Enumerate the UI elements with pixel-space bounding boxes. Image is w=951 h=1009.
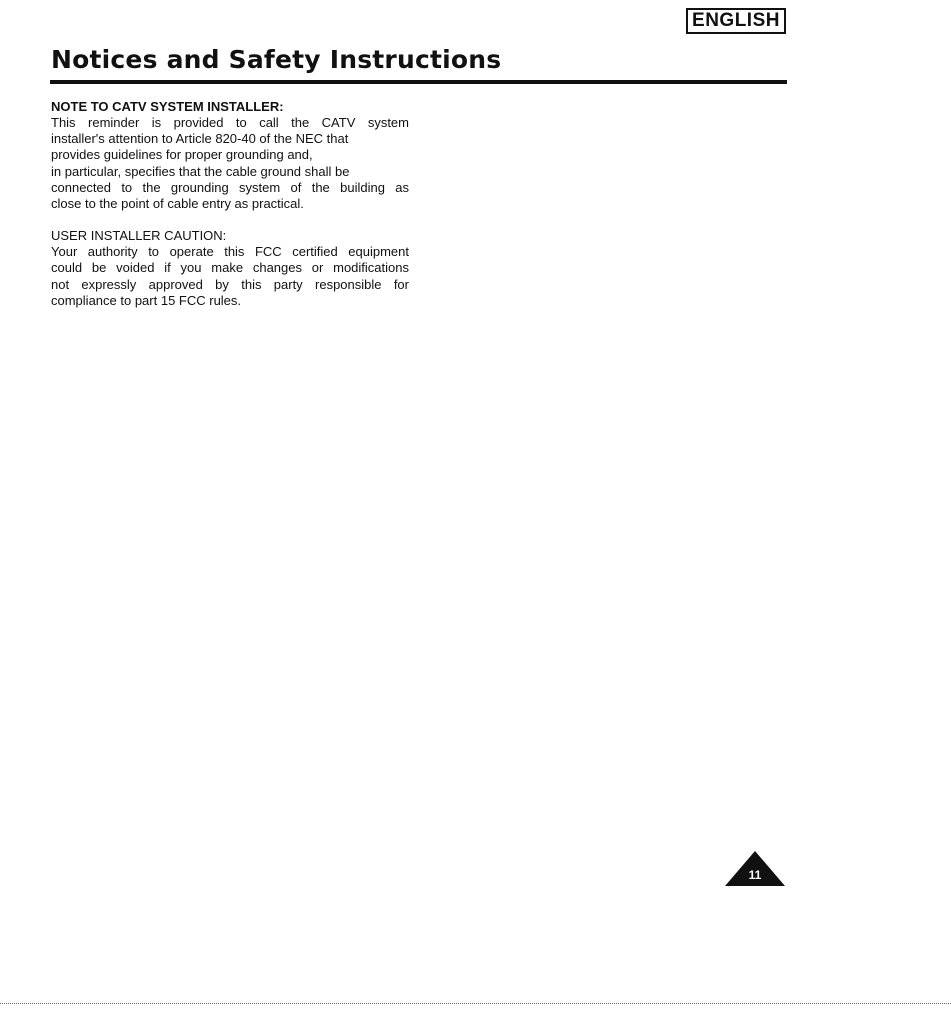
text-line: not expressly approved by this party responsible for: [51, 276, 409, 292]
text-line: could be voided if you make changes or modifications: [51, 260, 409, 276]
text-line: Your authority to operate this FCC certified equipment: [51, 244, 409, 260]
text-line: installer's attention to Article 820-40 of the NEC that: [51, 131, 349, 147]
section-body: [51, 115, 409, 212]
language-badge: ENGLISH: [686, 8, 786, 34]
section-body: [51, 244, 409, 309]
page-content: [51, 99, 409, 325]
section-heading: NOTE TO CATV SYSTEM INSTALLER:: [51, 99, 284, 114]
text-line: close to the point of cable entry as practical.: [51, 196, 304, 212]
user-installer-caution: [51, 228, 409, 309]
catv-installer-note: [51, 99, 409, 212]
page-marker: [725, 851, 785, 886]
page-number: 11: [748, 868, 762, 882]
text-line: This reminder is provided to call the CATV system: [51, 115, 409, 130]
title-divider: [50, 80, 787, 84]
text-line: connected to the grounding system of the building as: [51, 179, 409, 195]
text-line: in particular, specifies that the cable ground shall be: [51, 163, 350, 179]
section-heading: USER INSTALLER CAUTION:: [51, 228, 227, 244]
text-line: provides guidelines for proper grounding and,: [51, 147, 313, 163]
text-line: compliance to part 15 FCC rules.: [51, 292, 242, 308]
page-title: Notices and Safety Instructions: [51, 45, 502, 74]
bottom-border: [0, 1003, 951, 1004]
